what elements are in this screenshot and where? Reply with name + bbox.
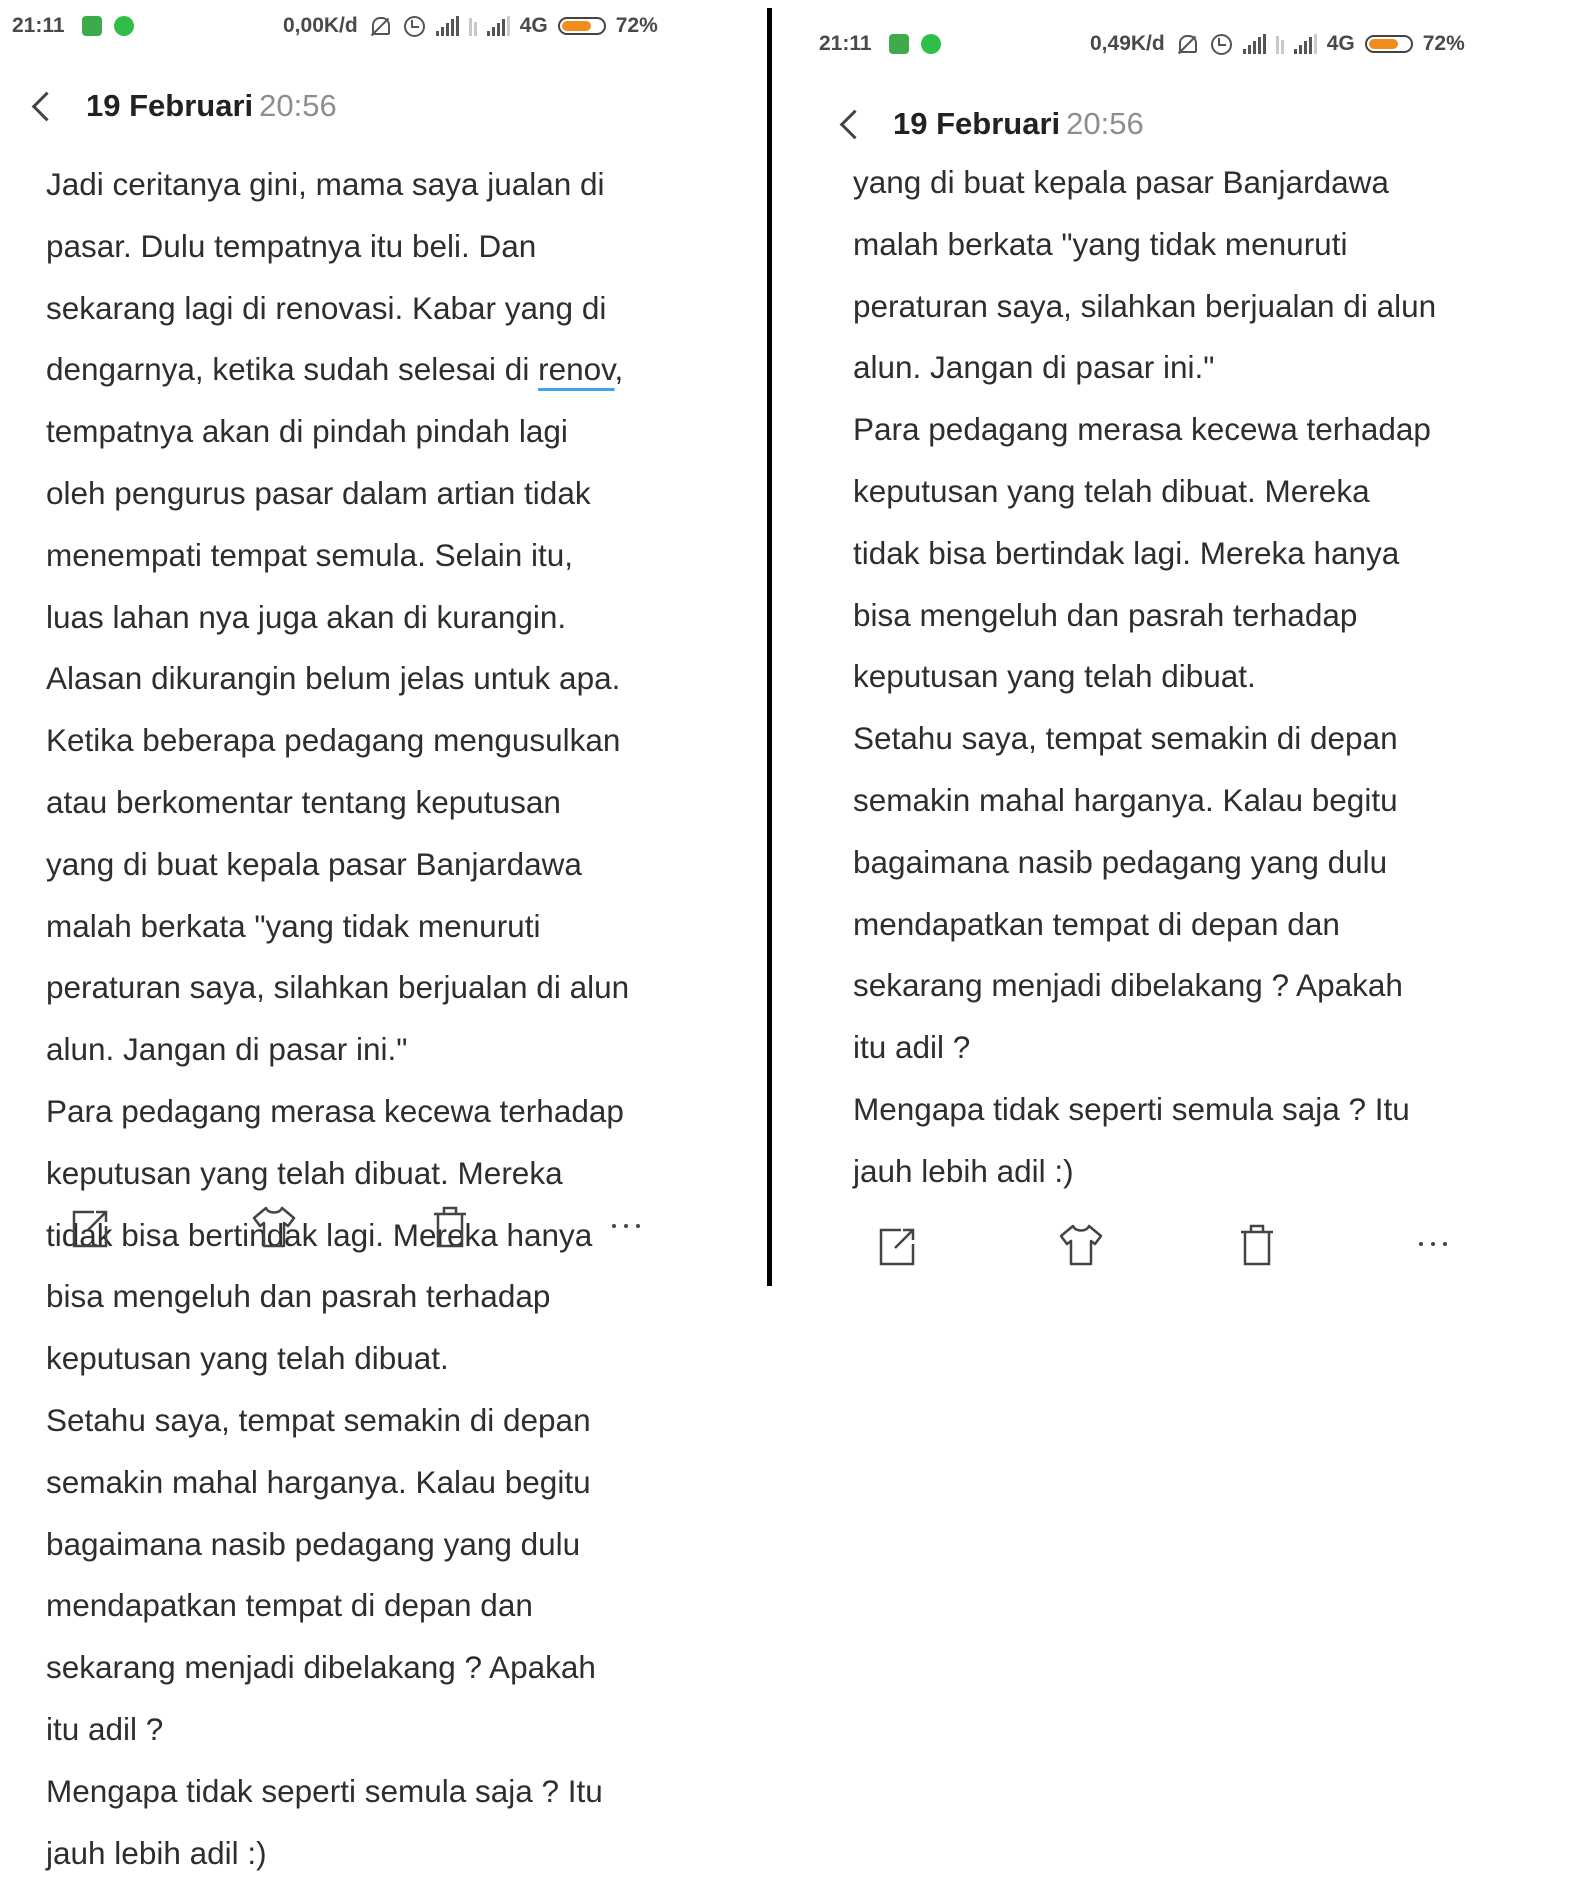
battery-icon (558, 17, 606, 35)
note-line: Para pedagang merasa kecewa terhadap (853, 411, 1431, 448)
note-line: Setahu saya, tempat semakin di depan (46, 1401, 591, 1438)
bottom-toolbar (0, 1198, 766, 1258)
note-line: mendapatkan tempat di depan dan (853, 905, 1340, 942)
signal-strength-icon (1243, 34, 1266, 54)
note-line: alun. Jangan di pasar ini." (853, 349, 1215, 386)
note-line: tidak bisa bertindak lagi. Mereka hanya (46, 1216, 593, 1253)
app-notification-icon (889, 34, 909, 54)
note-body[interactable] (46, 154, 726, 1871)
status-bar (774, 22, 1574, 62)
note-line: bagaimana nasib pedagang yang dulu (853, 843, 1388, 880)
battery-icon (1365, 35, 1413, 53)
data-transfer-icon (1276, 34, 1284, 54)
note-line: keputusan yang telah dibuat. Mereka (853, 472, 1370, 509)
note-line: Setahu saya, tempat semakin di depan (853, 720, 1398, 757)
delete-icon (1235, 1222, 1279, 1266)
spellcheck-flagged-word[interactable]: renov (538, 351, 615, 388)
whatsapp-notification-icon (921, 34, 941, 54)
back-arrow-icon[interactable] (840, 110, 870, 140)
note-line: alun. Jangan di pasar ini." (46, 1031, 408, 1068)
alarm-icon (402, 14, 426, 38)
note-line: Alasan dikurangin belum jelas untuk apa. (46, 660, 621, 697)
more-button[interactable] (596, 1198, 656, 1254)
note-line: atau berkomentar tentang keputusan (46, 783, 561, 820)
note-line: sekarang lagi di renovasi. Kabar yang di (46, 289, 607, 326)
note-line: mendapatkan tempat di depan dan (46, 1587, 533, 1624)
note-line: malah berkata "yang tidak menuruti (853, 225, 1348, 262)
note-line: jauh lebih adil :) (46, 1834, 267, 1871)
alarm-icon (1209, 32, 1233, 56)
note-line: keputusan yang telah dibuat. (853, 658, 1256, 695)
app-notification-icon (82, 16, 102, 36)
share-icon (70, 1204, 110, 1248)
battery-percent: 72% (1422, 32, 1465, 55)
note-line: itu adil ? (853, 1029, 971, 1066)
note-line: jauh lebih adil :) (853, 1152, 1074, 1189)
note-line: sekarang menjadi dibelakang ? Apakah (853, 967, 1403, 1004)
whatsapp-notification-icon (114, 16, 134, 36)
note-date (86, 88, 337, 124)
note-time: 20:56 (1066, 106, 1144, 141)
note-line-text: dengarnya, ketika sudah selesai di (46, 351, 539, 388)
more-icon (606, 1204, 650, 1248)
note-date-label: 19 Februari (86, 88, 254, 123)
signal-strength-2-icon (487, 16, 510, 36)
network-type: 4G (519, 14, 548, 37)
left-screenshot (0, 0, 766, 1871)
note-line: keputusan yang telah dibuat. (46, 1340, 449, 1377)
screenshot-divider (767, 8, 772, 1286)
theme-button[interactable] (240, 1198, 300, 1254)
note-line: luas lahan nya juga akan di kurangin. (46, 598, 567, 635)
silent-bell-icon (1175, 32, 1199, 56)
back-arrow-icon[interactable] (32, 92, 62, 122)
note-text (46, 154, 629, 1884)
note-text (853, 152, 1436, 1203)
note-header (0, 86, 766, 136)
note-line: Mengapa tidak seperti semula saja ? Itu (853, 1090, 1410, 1127)
note-line: yang di buat kepala pasar Banjardawa (853, 164, 1389, 200)
note-line: pasar. Dulu tempatnya itu beli. Dan (46, 227, 537, 264)
note-date (893, 106, 1144, 142)
theme-shirt-icon (1057, 1222, 1105, 1266)
note-line: Ketika beberapa pedagang mengusulkan (46, 722, 621, 759)
network-speed: 0,00K/d (283, 14, 358, 37)
delete-button[interactable] (1225, 1216, 1285, 1272)
signal-strength-icon (436, 16, 459, 36)
theme-shirt-icon (250, 1204, 298, 1248)
note-line: Para pedagang merasa kecewa terhadap (46, 1092, 624, 1129)
more-button[interactable] (1403, 1216, 1463, 1272)
delete-button[interactable] (418, 1198, 478, 1254)
note-line (46, 339, 629, 401)
note-line: keputusan yang telah dibuat. Mereka (46, 1154, 563, 1191)
note-line: menempati tempat semula. Selain itu, (46, 536, 574, 573)
note-time: 20:56 (259, 88, 337, 123)
share-icon (877, 1222, 917, 1266)
share-button[interactable] (867, 1216, 927, 1272)
more-icon (1413, 1222, 1457, 1266)
bottom-toolbar (774, 1216, 1574, 1276)
note-line-text: , (614, 351, 624, 388)
note-date-label: 19 Februari (893, 106, 1061, 141)
network-type: 4G (1326, 32, 1355, 55)
note-line: tempatnya akan di pindah pindah lagi (46, 413, 568, 450)
status-bar (0, 4, 766, 44)
note-line: peraturan saya, silahkan berjualan di alun (853, 287, 1437, 324)
network-speed: 0,49K/d (1090, 32, 1165, 55)
right-screenshot (774, 0, 1574, 1302)
note-line: bagaimana nasib pedagang yang dulu (46, 1525, 581, 1562)
note-line: yang di buat kepala pasar Banjardawa (46, 845, 582, 882)
note-line: tidak bisa bertindak lagi. Mereka hanya (853, 534, 1400, 571)
note-line: Jadi ceritanya gini, mama saya jualan di (46, 166, 605, 202)
signal-strength-2-icon (1294, 34, 1317, 54)
battery-percent: 72% (615, 14, 658, 37)
status-time: 21:11 (819, 32, 872, 55)
note-line: sekarang menjadi dibelakang ? Apakah (46, 1649, 596, 1686)
data-transfer-icon (469, 16, 477, 36)
note-line: oleh pengurus pasar dalam artian tidak (46, 474, 591, 511)
note-body[interactable] (853, 164, 1534, 1198)
status-time: 21:11 (12, 14, 65, 37)
note-line: peraturan saya, silahkan berjualan di alun (46, 969, 630, 1006)
note-line: itu adil ? (46, 1710, 164, 1747)
note-line: semakin mahal harganya. Kalau begitu (853, 781, 1398, 818)
note-line: bisa mengeluh dan pasrah terhadap (46, 1278, 551, 1315)
theme-button[interactable] (1047, 1216, 1107, 1272)
note-line: Mengapa tidak seperti semula saja ? Itu (46, 1772, 603, 1809)
note-line: malah berkata "yang tidak menuruti (46, 907, 541, 944)
silent-bell-icon (368, 14, 392, 38)
note-header (774, 104, 1574, 154)
share-button[interactable] (60, 1198, 120, 1254)
delete-icon (428, 1204, 472, 1248)
note-line: bisa mengeluh dan pasrah terhadap (853, 596, 1358, 633)
note-line: semakin mahal harganya. Kalau begitu (46, 1463, 591, 1500)
